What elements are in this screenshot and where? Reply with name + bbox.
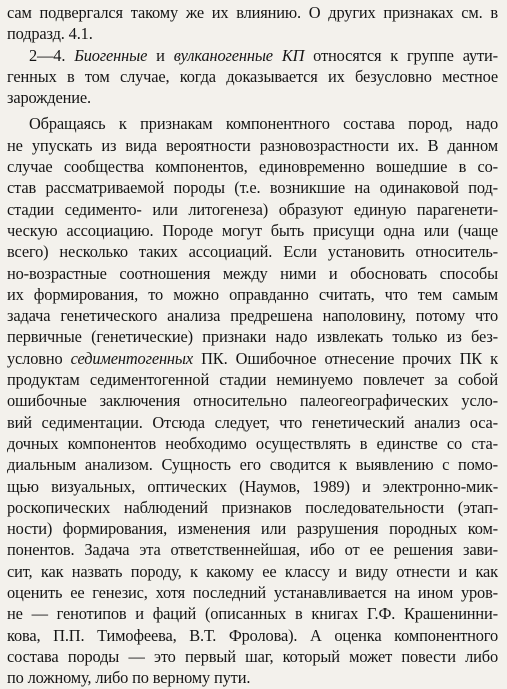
italic-term: вулканогенные КП bbox=[173, 45, 305, 65]
text-line: генных в том случае, когда доказывается их безусловно местное bbox=[7, 66, 498, 86]
text-line: сам подвергался такому же их влиянию. О других признаках см. в bbox=[7, 3, 498, 22]
text-fragment: относятся к группе аути- bbox=[304, 45, 498, 65]
text-fragment: условно bbox=[7, 348, 71, 368]
italic-term: седиментогенных bbox=[70, 348, 193, 368]
text-fragment: ПК. Ошибочное отнесение прочих ПК к bbox=[193, 348, 498, 368]
text-line: вий седиментации. Отсюда следует, что генетический анализ оса- bbox=[7, 412, 498, 432]
text-line: кова, П.П. Тимофеева, В.Т. Фролова). А оценка компонентного bbox=[7, 625, 498, 645]
list-number: 2—4. bbox=[29, 45, 75, 65]
text-line: первичные (генетические) признаки надо извлекать только из без- bbox=[7, 327, 498, 347]
paragraph-1 bbox=[7, 2, 498, 45]
text-line: их формирования, то можно оправданно считать, что тем самым bbox=[7, 284, 498, 304]
text-line: став рассматриваемой породы (т.е. возникшие на одинаковой под- bbox=[7, 178, 498, 198]
paragraph-2 bbox=[7, 45, 498, 109]
text-line: оценить ее генезис, хотя последний устанавливается на ином уров- bbox=[7, 583, 498, 603]
text-line: но-возрастные соотношения между ними и обосновать способы bbox=[7, 263, 498, 283]
paragraph-3 bbox=[7, 113, 498, 688]
text-line bbox=[7, 348, 498, 369]
text-line: зарождение. bbox=[7, 88, 91, 108]
italic-term: Биогенные bbox=[74, 45, 148, 65]
text-line: не упускать из вида вероятности разновозрастности их. В данном bbox=[7, 135, 498, 155]
text-line: щью визуальных, оптических (Наумов, 1989) и электронно-мик- bbox=[7, 476, 498, 496]
text-line: стадии седименто- или литогенеза) образуют единую парагенети- bbox=[7, 199, 498, 219]
text-line: продуктам седиментогенной стадии неминуемо повлечет за собой bbox=[7, 370, 498, 390]
text-line: роскопических наблюдений признаков последовательности (этап- bbox=[7, 497, 498, 517]
text-line: Обращаясь к признакам компонентного состава пород, надо bbox=[29, 114, 498, 134]
text-line bbox=[7, 45, 498, 66]
text-line: ошибочные заключения относительно палеогеографических усло- bbox=[7, 391, 498, 411]
text-line: не — генотипов и фаций (описанных в книгах Г.Ф. Крашенинни- bbox=[7, 604, 498, 624]
text-line: подразд. 4.1. bbox=[7, 24, 93, 44]
text-line: всего) несколько таких ассоциаций. Если установить относитель- bbox=[7, 242, 498, 262]
text-line: понентов. Задача эта ответственнейшая, ибо от ее решения зави- bbox=[7, 540, 498, 560]
text-line: ности) формирования, изменения или разрушения породных ком- bbox=[7, 519, 498, 539]
text-line: дочных компонентов необходимо осуществлять в единстве со ста- bbox=[7, 433, 498, 453]
text-line: диальным анализом. Сущность его сводится к выявлению с помо- bbox=[7, 455, 498, 475]
text-line: случае сообщества компонентов, единовременно вошедшие в со- bbox=[7, 157, 498, 177]
connector-text: и bbox=[147, 45, 174, 65]
text-line: сит, как назвать породу, к какому ее классу и виду отнести и как bbox=[7, 561, 498, 581]
text-line: ческую ассоциацию. Породе могут быть присущи одна или (чаще bbox=[7, 220, 498, 240]
text-line: по ложному, либо по верному пути. bbox=[7, 668, 251, 688]
text-line: состава породы — это первый шаг, который может повести либо bbox=[7, 646, 498, 666]
text-line: задача генетического анализа предрешена наполовину, потому что bbox=[7, 306, 498, 326]
